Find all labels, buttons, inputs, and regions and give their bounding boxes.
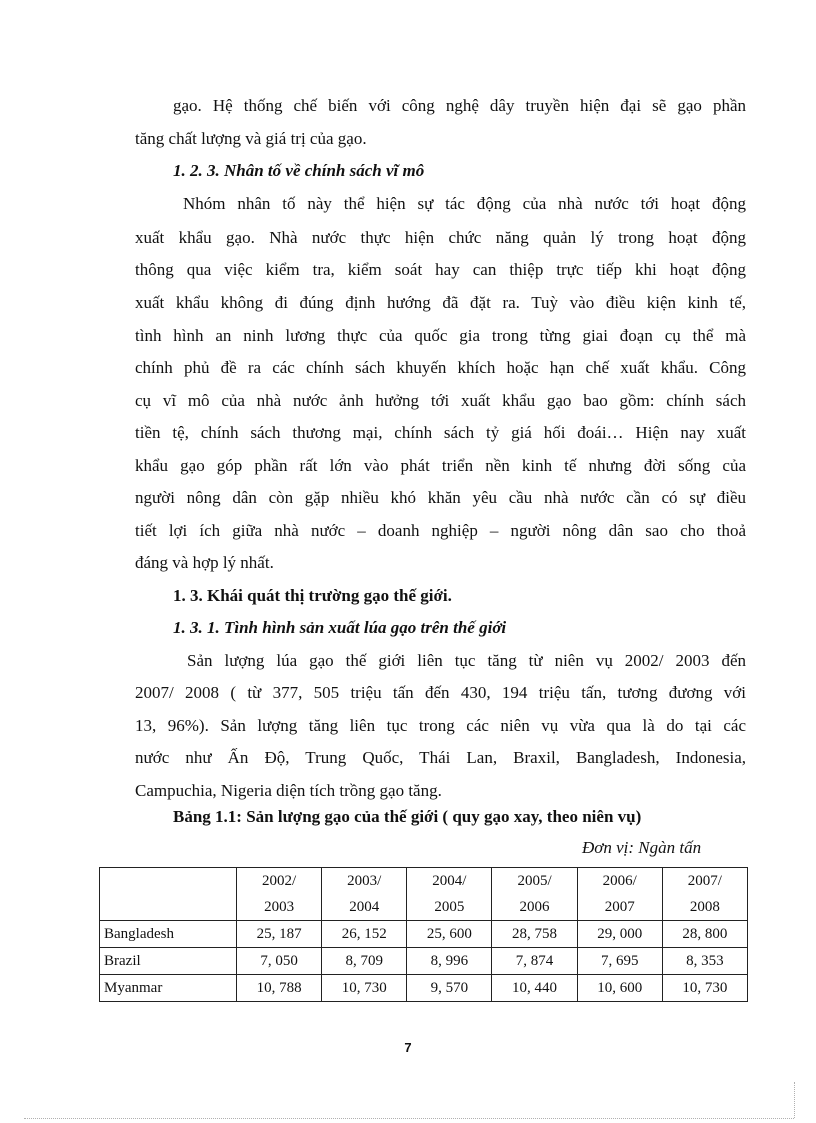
value-cell: 10, 730 <box>662 975 747 1002</box>
value-cell: 7, 050 <box>237 948 322 975</box>
page-border-divider <box>794 1082 795 1118</box>
table-corner-cell <box>100 868 237 921</box>
page-number: 7 <box>404 1040 412 1055</box>
body-line: 2007/ 2008 ( từ 377, 505 triệu tấn đến 430, 194 triệu tấn, tương đương với <box>135 683 746 702</box>
body-line: xuất khẩu không đi đúng định hướng đã đặt ra. Tuỳ vào điều kiện kinh tế, <box>135 293 746 312</box>
body-line: tình hình an ninh lương thực của quốc gia trong từng giai đoạn cụ thể mà <box>135 326 746 345</box>
table-header-cell: 2006/ 2007 <box>577 868 662 921</box>
table-row <box>100 975 748 1002</box>
country-cell: Myanmar <box>100 975 237 1002</box>
body-line: Nhóm nhân tố này thể hiện sự tác động của nhà nước tới hoạt động <box>183 194 746 213</box>
body-line: Sản lượng lúa gạo thế giới liên tục tăng từ niên vụ 2002/ 2003 đến <box>187 651 746 670</box>
section-heading-1-3: 1. 3. Khái quát thị trường gạo thế giới. <box>173 586 452 605</box>
table-title: Bảng 1.1: Sản lượng gạo của thế giới ( quy gạo xay, theo niên vụ) <box>173 807 642 826</box>
table-header-cell: 2007/ 2008 <box>662 868 747 921</box>
table-header-cell: 2002/ 2003 <box>237 868 322 921</box>
value-cell: 10, 730 <box>322 975 407 1002</box>
body-line: tăng chất lượng và giá trị của gạo. <box>135 129 367 148</box>
value-cell: 8, 996 <box>407 948 492 975</box>
body-line: thông qua việc kiểm tra, kiểm soát hay can thiệp trực tiếp khi hoạt động <box>135 260 746 279</box>
value-cell: 29, 000 <box>577 921 662 948</box>
value-cell: 25, 187 <box>237 921 322 948</box>
body-line: gạo. Hệ thống chế biến với công nghệ dây truyền hiện đại sẽ gạo phần <box>173 96 746 115</box>
country-cell: Bangladesh <box>100 921 237 948</box>
body-line: người nông dân còn gặp nhiều khó khăn yêu cầu nhà nước cần có sự điều <box>135 488 746 507</box>
body-line: tiết lợi ích giữa nhà nước – doanh nghiệp – người nông dân sao cho thoả <box>135 521 746 540</box>
body-line: Campuchia, Nigeria diện tích trồng gạo tăng. <box>135 781 442 800</box>
value-cell: 7, 695 <box>577 948 662 975</box>
table-header-row <box>100 868 748 921</box>
body-line: nước như Ấn Độ, Trung Quốc, Thái Lan, Braxil, Bangladesh, Indonesia, <box>135 748 746 767</box>
body-line: khẩu gạo góp phần rất lớn vào phát triển nền kinh tế nhưng đời sống của <box>135 456 746 475</box>
body-line: tiền tệ, chính sách thương mại, chính sách tỷ giá hối đoái… Hiện nay xuất <box>135 423 746 442</box>
table-header-cell: 2003/ 2004 <box>322 868 407 921</box>
value-cell: 28, 758 <box>492 921 577 948</box>
body-line: đáng và hợp lý nhất. <box>135 553 274 572</box>
value-cell: 8, 709 <box>322 948 407 975</box>
value-cell: 9, 570 <box>407 975 492 1002</box>
value-cell: 25, 600 <box>407 921 492 948</box>
value-cell: 8, 353 <box>662 948 747 975</box>
table-header-cell: 2004/ 2005 <box>407 868 492 921</box>
body-line: xuất khẩu gạo. Nhà nước thực hiện chức năng quản lý trong hoạt động <box>135 228 746 247</box>
body-line: cụ vĩ mô của nhà nước ảnh hưởng tới xuất khẩu gạo bao gồm: chính sách <box>135 391 746 410</box>
rice-output-table <box>99 867 748 1002</box>
page-border-divider <box>24 1118 794 1119</box>
value-cell: 10, 600 <box>577 975 662 1002</box>
body-line: 13, 96%). Sản lượng tăng liên tục trong các niên vụ vừa qua là do tại các <box>135 716 746 735</box>
value-cell: 7, 874 <box>492 948 577 975</box>
body-line: chính phủ đề ra các chính sách khuyến khích hoặc hạn chế xuất khẩu. Công <box>135 358 746 377</box>
table-unit: Đơn vị: Ngàn tấn <box>582 838 702 857</box>
table-row <box>100 948 748 975</box>
value-cell: 10, 440 <box>492 975 577 1002</box>
table-header-cell: 2005/ 2006 <box>492 868 577 921</box>
value-cell: 26, 152 <box>322 921 407 948</box>
value-cell: 28, 800 <box>662 921 747 948</box>
value-cell: 10, 788 <box>237 975 322 1002</box>
country-cell: Brazil <box>100 948 237 975</box>
section-heading-1-2-3: 1. 2. 3. Nhân tố về chính sách vĩ mô <box>173 161 425 180</box>
table-row <box>100 921 748 948</box>
section-heading-1-3-1: 1. 3. 1. Tình hình sản xuất lúa gạo trên thế giới <box>173 618 507 637</box>
